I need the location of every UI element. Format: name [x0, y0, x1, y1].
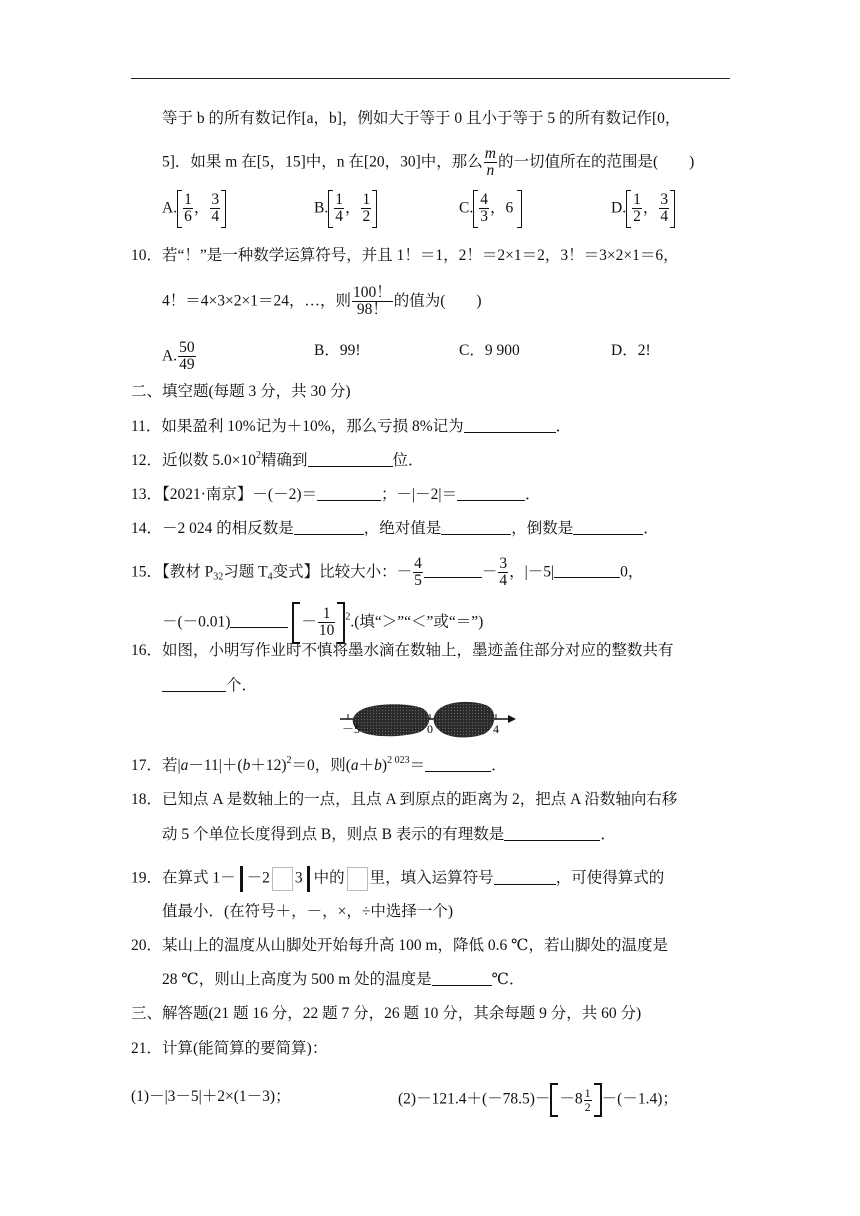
q13-answer-blank-2[interactable] — [457, 500, 525, 501]
q10-option-d[interactable]: D．2! — [611, 342, 651, 359]
q20-answer-blank[interactable] — [432, 985, 492, 986]
axis-label-neg5: －5 — [342, 722, 361, 736]
ink-blot-left — [353, 704, 430, 736]
q10-line2: 4！＝4×3×2×1＝24，…，则 $\frac{100!}{98!}$ 的值为( ) — [162, 284, 482, 319]
q9-option-d[interactable]: D. $\frac{1}{2}$ ， $\frac{3}{4}$ — [611, 192, 675, 226]
q20-line2: 28 ℃，则山上高度为 500 m 处的温度是 ℃． — [162, 971, 525, 988]
q9-line2: 5]．如果 m 在[5，15]中，n 在[20，30]中，那么 $\frac{m}{n}$ 的一切值所在的范围是( ) — [162, 145, 695, 180]
q15-answer-blank-3[interactable] — [230, 627, 288, 628]
q9-frac-m-over-n: $\frac{m}{n}$ — [484, 145, 496, 180]
q19-line2: 值最小．(在符号＋，－，×，÷中选择一个) — [162, 903, 454, 920]
q15-answer-blank-1[interactable] — [424, 577, 482, 578]
q16-line2: 个． — [162, 676, 257, 696]
q17-answer-blank[interactable] — [425, 771, 491, 772]
abs-bar-left — [240, 866, 243, 892]
q9-option-b[interactable]: B. $\frac{1}{4}$ ， $\frac{1}{2}$ — [314, 192, 377, 226]
section-solve-title: 三、解答题(21 题 16 分，22 题 7 分，26 题 10 分，其余每题 9 分，共 60 分) — [131, 1005, 642, 1022]
q10-option-b[interactable]: B．99! — [314, 342, 361, 359]
q21-part1: (1)－|3－5|＋2×(1－3)； — [131, 1088, 291, 1105]
q10-option-a[interactable]: A. $\frac{50}{49}$ — [162, 339, 195, 374]
q21-part2: (2)－121.4＋(－78.5)－ －8 $\frac{1}{2}$ －(－1.4)； — [398, 1086, 678, 1114]
ink-number-line-figure — [336, 700, 522, 740]
q16-line1: 16．如图，小明写作业时不慎将墨水滴在数轴上，墨迹盖住部分对应的整数共有 — [131, 642, 674, 659]
arrow-icon — [508, 715, 516, 723]
q15-answer-blank-2[interactable] — [554, 577, 620, 578]
q20-line1: 20．某山上的温度从山脚处开始每升高 100 m，降低 0.6 ℃，若山脚处的温度是 — [131, 937, 669, 954]
header-rule — [131, 78, 730, 79]
q12: 12．近似数 $5.0\times 10^2$精确到 位． — [131, 450, 424, 469]
q17: 17．若$|a-11|+(b+12)^2=0$，则$(a+b)^{2 023}=$ ． — [131, 755, 507, 774]
q16-answer-blank[interactable] — [162, 691, 226, 692]
q14-answer-blank-2[interactable] — [441, 534, 511, 535]
q14: 14．－2 024 的相反数是 ，绝对值是 ，倒数是 ． — [131, 520, 659, 537]
q12-answer-blank[interactable] — [308, 466, 393, 467]
q18-line1: 18．已知点 A 是数轴上的一点，且点 A 到原点的距离为 2，把点 A 沿数轴向右移 — [131, 791, 678, 808]
q10-option-c[interactable]: C．9 900 — [459, 342, 520, 359]
q19-line1: 19．在算式 1－ －2 3 中的 里，填入运算符号 ，可使得算式的 — [131, 866, 664, 892]
q15-line1: 15．【教材 $P_{32}$习题 $T_4$变式】比较大小：－ $\frac{4}{5}$ － $\frac{3}{4}$ ，|－5| 0， — [131, 555, 644, 590]
section-fill-in-title: 二、填空题(每题 3 分，共 30 分) — [131, 383, 351, 400]
operator-box[interactable] — [272, 867, 293, 891]
q9-option-a[interactable]: A. $\frac{1}{6}$ ， $\frac{3}{4}$ — [162, 192, 226, 226]
q14-answer-blank-1[interactable] — [294, 534, 364, 535]
q9-option-c[interactable]: C. $\frac{4}{3}$ ，6 — [459, 192, 522, 226]
q18-line2: 动 5 个单位长度得到点 B，则点 B 表示的有理数是 ． — [162, 826, 616, 843]
q15-line2: －(－0.01) － $\frac{1}{10}$ $^2$.(填“＞”“＜”或“＝”) — [162, 605, 484, 640]
operator-box-reference — [347, 867, 368, 891]
q11: 11．如果盈利 10%记为＋10%，那么亏损 8%记为 ． — [131, 418, 572, 435]
q21-title: 21．计算(能简算的要简算)： — [131, 1040, 328, 1057]
q14-answer-blank-3[interactable] — [573, 534, 643, 535]
axis-label-0: 0 — [427, 722, 433, 736]
q11-answer-blank[interactable] — [464, 432, 556, 433]
q9-line1: 等于 b 的所有数记作[a，b]，例如大于等于 0 且小于等于 5 的所有数记作[0， — [162, 110, 681, 127]
q19-answer-blank[interactable] — [494, 884, 556, 885]
q13-answer-blank-1[interactable] — [317, 500, 381, 501]
q10-line1: 10．若“！”是一种数学运算符号，并且 1！＝1，2！＝2×1＝2，3！＝3×2×1＝6， — [131, 247, 679, 264]
abs-bar-right — [307, 866, 310, 892]
ink-blot-right — [434, 702, 495, 738]
q18-answer-blank[interactable] — [504, 840, 600, 841]
q13: 13．【2021·南京】－(－2)＝ ；－|－2|＝ ． — [131, 486, 541, 503]
axis-label-4: 4 — [493, 722, 499, 736]
